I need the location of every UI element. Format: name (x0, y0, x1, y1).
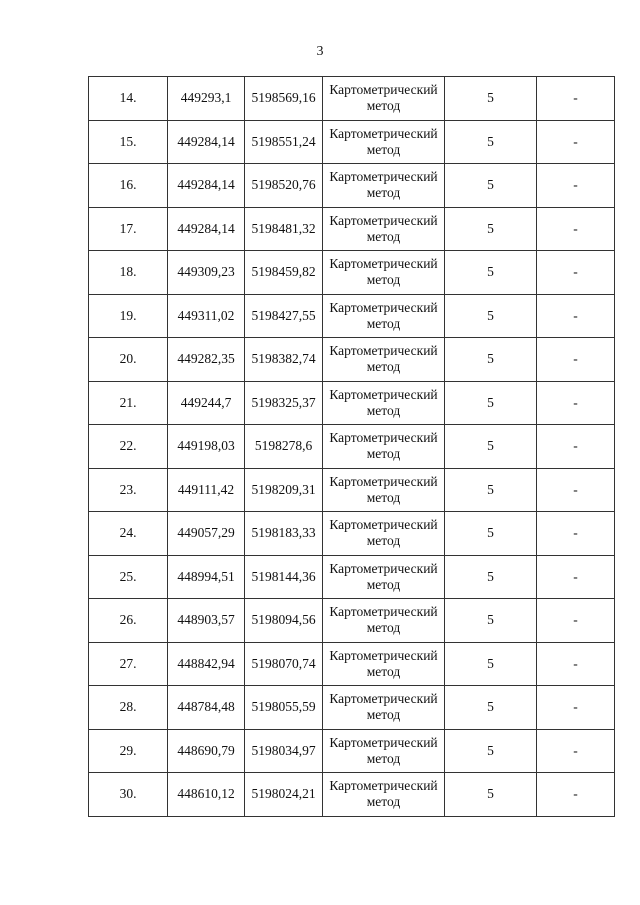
point-number-text: 21. (119, 394, 137, 410)
method-cell (323, 338, 445, 382)
y-coordinate-text: 5198024,21 (251, 786, 316, 802)
y-coordinate-cell (245, 207, 323, 251)
y-coordinate-cell (245, 599, 323, 643)
method-text: Картометрический метод (329, 473, 438, 505)
point-number-cell (89, 338, 168, 382)
point-number-text: 22. (119, 438, 137, 454)
accuracy-text: 5 (487, 133, 494, 149)
method-text: Картометрический метод (329, 343, 438, 375)
point-number-text: 30. (119, 786, 137, 802)
table-row (89, 468, 615, 512)
y-coordinate-text: 5198209,31 (251, 481, 316, 497)
note-text: - (573, 655, 578, 671)
accuracy-text: 5 (487, 220, 494, 236)
note-text: - (573, 786, 578, 802)
table-row (89, 207, 615, 251)
method-text: Картометрический метод (329, 691, 438, 723)
y-coordinate-text: 5198481,32 (251, 220, 316, 236)
x-coordinate-text: 448610,12 (177, 786, 235, 802)
method-text: Картометрический метод (329, 560, 438, 592)
table-row (89, 642, 615, 686)
accuracy-cell (445, 120, 537, 164)
x-coordinate-text: 449284,14 (177, 177, 235, 193)
x-coordinate-cell (168, 425, 245, 469)
table-row (89, 425, 615, 469)
accuracy-cell (445, 207, 537, 251)
method-text: Картометрический метод (329, 299, 438, 331)
accuracy-cell (445, 425, 537, 469)
method-text: Картометрический метод (329, 169, 438, 201)
y-coordinate-cell (245, 294, 323, 338)
point-number-cell (89, 77, 168, 121)
y-coordinate-cell (245, 773, 323, 817)
y-coordinate-cell (245, 338, 323, 382)
note-cell (537, 207, 615, 251)
note-cell (537, 164, 615, 208)
note-text: - (573, 699, 578, 715)
method-cell (323, 512, 445, 556)
accuracy-text: 5 (487, 612, 494, 628)
x-coordinate-text: 449293,1 (180, 90, 232, 106)
method-cell (323, 120, 445, 164)
note-text: - (573, 438, 578, 454)
point-number-text: 28. (119, 699, 137, 715)
note-cell (537, 251, 615, 295)
x-coordinate-text: 449057,29 (177, 525, 235, 541)
x-coordinate-text: 449282,35 (177, 351, 235, 367)
note-text: - (573, 133, 578, 149)
method-cell (323, 381, 445, 425)
accuracy-text: 5 (487, 264, 494, 280)
x-coordinate-cell (168, 555, 245, 599)
point-number-text: 18. (119, 264, 137, 280)
x-coordinate-text: 448784,48 (177, 699, 235, 715)
accuracy-text: 5 (487, 655, 494, 671)
accuracy-cell (445, 338, 537, 382)
x-coordinate-text: 449284,14 (177, 133, 235, 149)
y-coordinate-cell (245, 381, 323, 425)
method-cell (323, 468, 445, 512)
point-number-text: 26. (119, 612, 137, 628)
table-row (89, 686, 615, 730)
y-coordinate-text: 5198520,76 (251, 177, 316, 193)
table-row (89, 120, 615, 164)
x-coordinate-cell (168, 77, 245, 121)
accuracy-text: 5 (487, 568, 494, 584)
table-row (89, 555, 615, 599)
note-cell (537, 77, 615, 121)
note-cell (537, 468, 615, 512)
x-coordinate-cell (168, 686, 245, 730)
point-number-text: 27. (119, 655, 137, 671)
note-text: - (573, 177, 578, 193)
accuracy-cell (445, 773, 537, 817)
method-cell (323, 207, 445, 251)
accuracy-text: 5 (487, 90, 494, 106)
x-coordinate-cell (168, 512, 245, 556)
accuracy-text: 5 (487, 177, 494, 193)
method-text: Картометрический метод (329, 734, 438, 766)
page-number: 3 (316, 44, 324, 59)
note-cell (537, 729, 615, 773)
method-cell (323, 599, 445, 643)
accuracy-text: 5 (487, 481, 494, 497)
point-number-text: 15. (119, 133, 137, 149)
accuracy-text: 5 (487, 307, 494, 323)
method-text: Картометрический метод (329, 125, 438, 157)
y-coordinate-text: 5198094,56 (251, 612, 316, 628)
x-coordinate-text: 449309,23 (177, 264, 235, 280)
y-coordinate-text: 5198459,82 (251, 264, 316, 280)
note-cell (537, 381, 615, 425)
y-coordinate-cell (245, 425, 323, 469)
table-row (89, 164, 615, 208)
accuracy-text: 5 (487, 786, 494, 802)
accuracy-text: 5 (487, 438, 494, 454)
y-coordinate-text: 5198144,36 (251, 568, 316, 584)
y-coordinate-text: 5198551,24 (251, 133, 316, 149)
table-body (89, 77, 615, 817)
accuracy-cell (445, 381, 537, 425)
method-text: Картометрический метод (329, 256, 438, 288)
y-coordinate-cell (245, 120, 323, 164)
x-coordinate-text: 448690,79 (177, 742, 235, 758)
point-number-cell (89, 686, 168, 730)
note-text: - (573, 742, 578, 758)
table-row (89, 251, 615, 295)
point-number-text: 29. (119, 742, 137, 758)
point-number-text: 24. (119, 525, 137, 541)
method-text: Картометрический метод (329, 212, 438, 244)
x-coordinate-text: 449244,7 (180, 394, 232, 410)
x-coordinate-cell (168, 338, 245, 382)
point-number-text: 16. (119, 177, 137, 193)
accuracy-cell (445, 294, 537, 338)
x-coordinate-text: 449198,03 (177, 438, 235, 454)
method-cell (323, 729, 445, 773)
method-cell (323, 555, 445, 599)
table-row (89, 773, 615, 817)
accuracy-text: 5 (487, 742, 494, 758)
method-text: Картометрический метод (329, 430, 438, 462)
point-number-cell (89, 512, 168, 556)
y-coordinate-cell (245, 686, 323, 730)
method-cell (323, 642, 445, 686)
note-cell (537, 599, 615, 643)
x-coordinate-cell (168, 251, 245, 295)
accuracy-cell (445, 512, 537, 556)
x-coordinate-text: 448994,51 (177, 568, 235, 584)
note-cell (537, 512, 615, 556)
x-coordinate-text: 448842,94 (177, 655, 235, 671)
y-coordinate-cell (245, 642, 323, 686)
table-row (89, 77, 615, 121)
point-number-cell (89, 468, 168, 512)
y-coordinate-cell (245, 468, 323, 512)
table-row (89, 338, 615, 382)
y-coordinate-cell (245, 729, 323, 773)
accuracy-cell (445, 599, 537, 643)
method-cell (323, 164, 445, 208)
note-cell (537, 555, 615, 599)
table-row (89, 381, 615, 425)
accuracy-cell (445, 555, 537, 599)
point-number-cell (89, 120, 168, 164)
y-coordinate-text: 5198070,74 (251, 655, 316, 671)
point-number-cell (89, 381, 168, 425)
y-coordinate-text: 5198034,97 (251, 742, 316, 758)
point-number-text: 23. (119, 481, 137, 497)
method-cell (323, 77, 445, 121)
method-cell (323, 251, 445, 295)
point-number-cell (89, 294, 168, 338)
point-number-cell (89, 729, 168, 773)
method-cell (323, 773, 445, 817)
note-text: - (573, 568, 578, 584)
x-coordinate-cell (168, 207, 245, 251)
method-cell (323, 425, 445, 469)
point-number-cell (89, 599, 168, 643)
accuracy-cell (445, 77, 537, 121)
y-coordinate-cell (245, 164, 323, 208)
y-coordinate-text: 5198569,16 (251, 90, 316, 106)
y-coordinate-text: 5198278,6 (254, 438, 313, 454)
method-cell (323, 294, 445, 338)
accuracy-text: 5 (487, 699, 494, 715)
x-coordinate-cell (168, 773, 245, 817)
x-coordinate-cell (168, 642, 245, 686)
x-coordinate-text: 449284,14 (177, 220, 235, 236)
x-coordinate-text: 449311,02 (177, 307, 235, 323)
x-coordinate-cell (168, 729, 245, 773)
y-coordinate-cell (245, 555, 323, 599)
table-row (89, 512, 615, 556)
y-coordinate-cell (245, 251, 323, 295)
coordinates-table (88, 76, 615, 817)
table-row (89, 599, 615, 643)
method-text: Картометрический метод (329, 647, 438, 679)
point-number-cell (89, 251, 168, 295)
y-coordinate-text: 5198183,33 (251, 525, 316, 541)
x-coordinate-cell (168, 164, 245, 208)
x-coordinate-text: 449111,42 (177, 481, 235, 497)
y-coordinate-cell (245, 77, 323, 121)
method-text: Картометрический метод (329, 604, 438, 636)
point-number-cell (89, 164, 168, 208)
note-text: - (573, 525, 578, 541)
method-text: Картометрический метод (329, 386, 438, 418)
method-text: Картометрический метод (329, 778, 438, 810)
note-cell (537, 686, 615, 730)
point-number-cell (89, 425, 168, 469)
point-number-cell (89, 207, 168, 251)
accuracy-cell (445, 251, 537, 295)
note-text: - (573, 394, 578, 410)
point-number-text: 17. (119, 220, 137, 236)
x-coordinate-text: 448903,57 (177, 612, 235, 628)
point-number-text: 14. (119, 90, 137, 106)
note-cell (537, 773, 615, 817)
x-coordinate-cell (168, 381, 245, 425)
y-coordinate-text: 5198382,74 (251, 351, 316, 367)
y-coordinate-text: 5198055,59 (251, 699, 316, 715)
accuracy-cell (445, 729, 537, 773)
note-text: - (573, 220, 578, 236)
note-text: - (573, 307, 578, 323)
point-number-cell (89, 555, 168, 599)
note-cell (537, 294, 615, 338)
accuracy-cell (445, 686, 537, 730)
x-coordinate-cell (168, 599, 245, 643)
accuracy-text: 5 (487, 351, 494, 367)
y-coordinate-text: 5198427,55 (251, 307, 316, 323)
point-number-text: 19. (119, 307, 137, 323)
point-number-text: 25. (119, 568, 137, 584)
method-cell (323, 686, 445, 730)
point-number-text: 20. (119, 351, 137, 367)
note-text: - (573, 612, 578, 628)
note-cell (537, 120, 615, 164)
accuracy-cell (445, 468, 537, 512)
point-number-cell (89, 773, 168, 817)
table-row (89, 729, 615, 773)
note-text: - (573, 90, 578, 106)
y-coordinate-cell (245, 512, 323, 556)
note-text: - (573, 351, 578, 367)
note-cell (537, 425, 615, 469)
y-coordinate-text: 5198325,37 (251, 394, 316, 410)
note-cell (537, 338, 615, 382)
x-coordinate-cell (168, 294, 245, 338)
accuracy-cell (445, 642, 537, 686)
method-text: Картометрический метод (329, 517, 438, 549)
x-coordinate-cell (168, 120, 245, 164)
point-number-cell (89, 642, 168, 686)
accuracy-cell (445, 164, 537, 208)
x-coordinate-cell (168, 468, 245, 512)
note-text: - (573, 264, 578, 280)
method-text: Картометрический метод (329, 82, 438, 114)
note-text: - (573, 481, 578, 497)
table-row (89, 294, 615, 338)
accuracy-text: 5 (487, 394, 494, 410)
accuracy-text: 5 (487, 525, 494, 541)
note-cell (537, 642, 615, 686)
